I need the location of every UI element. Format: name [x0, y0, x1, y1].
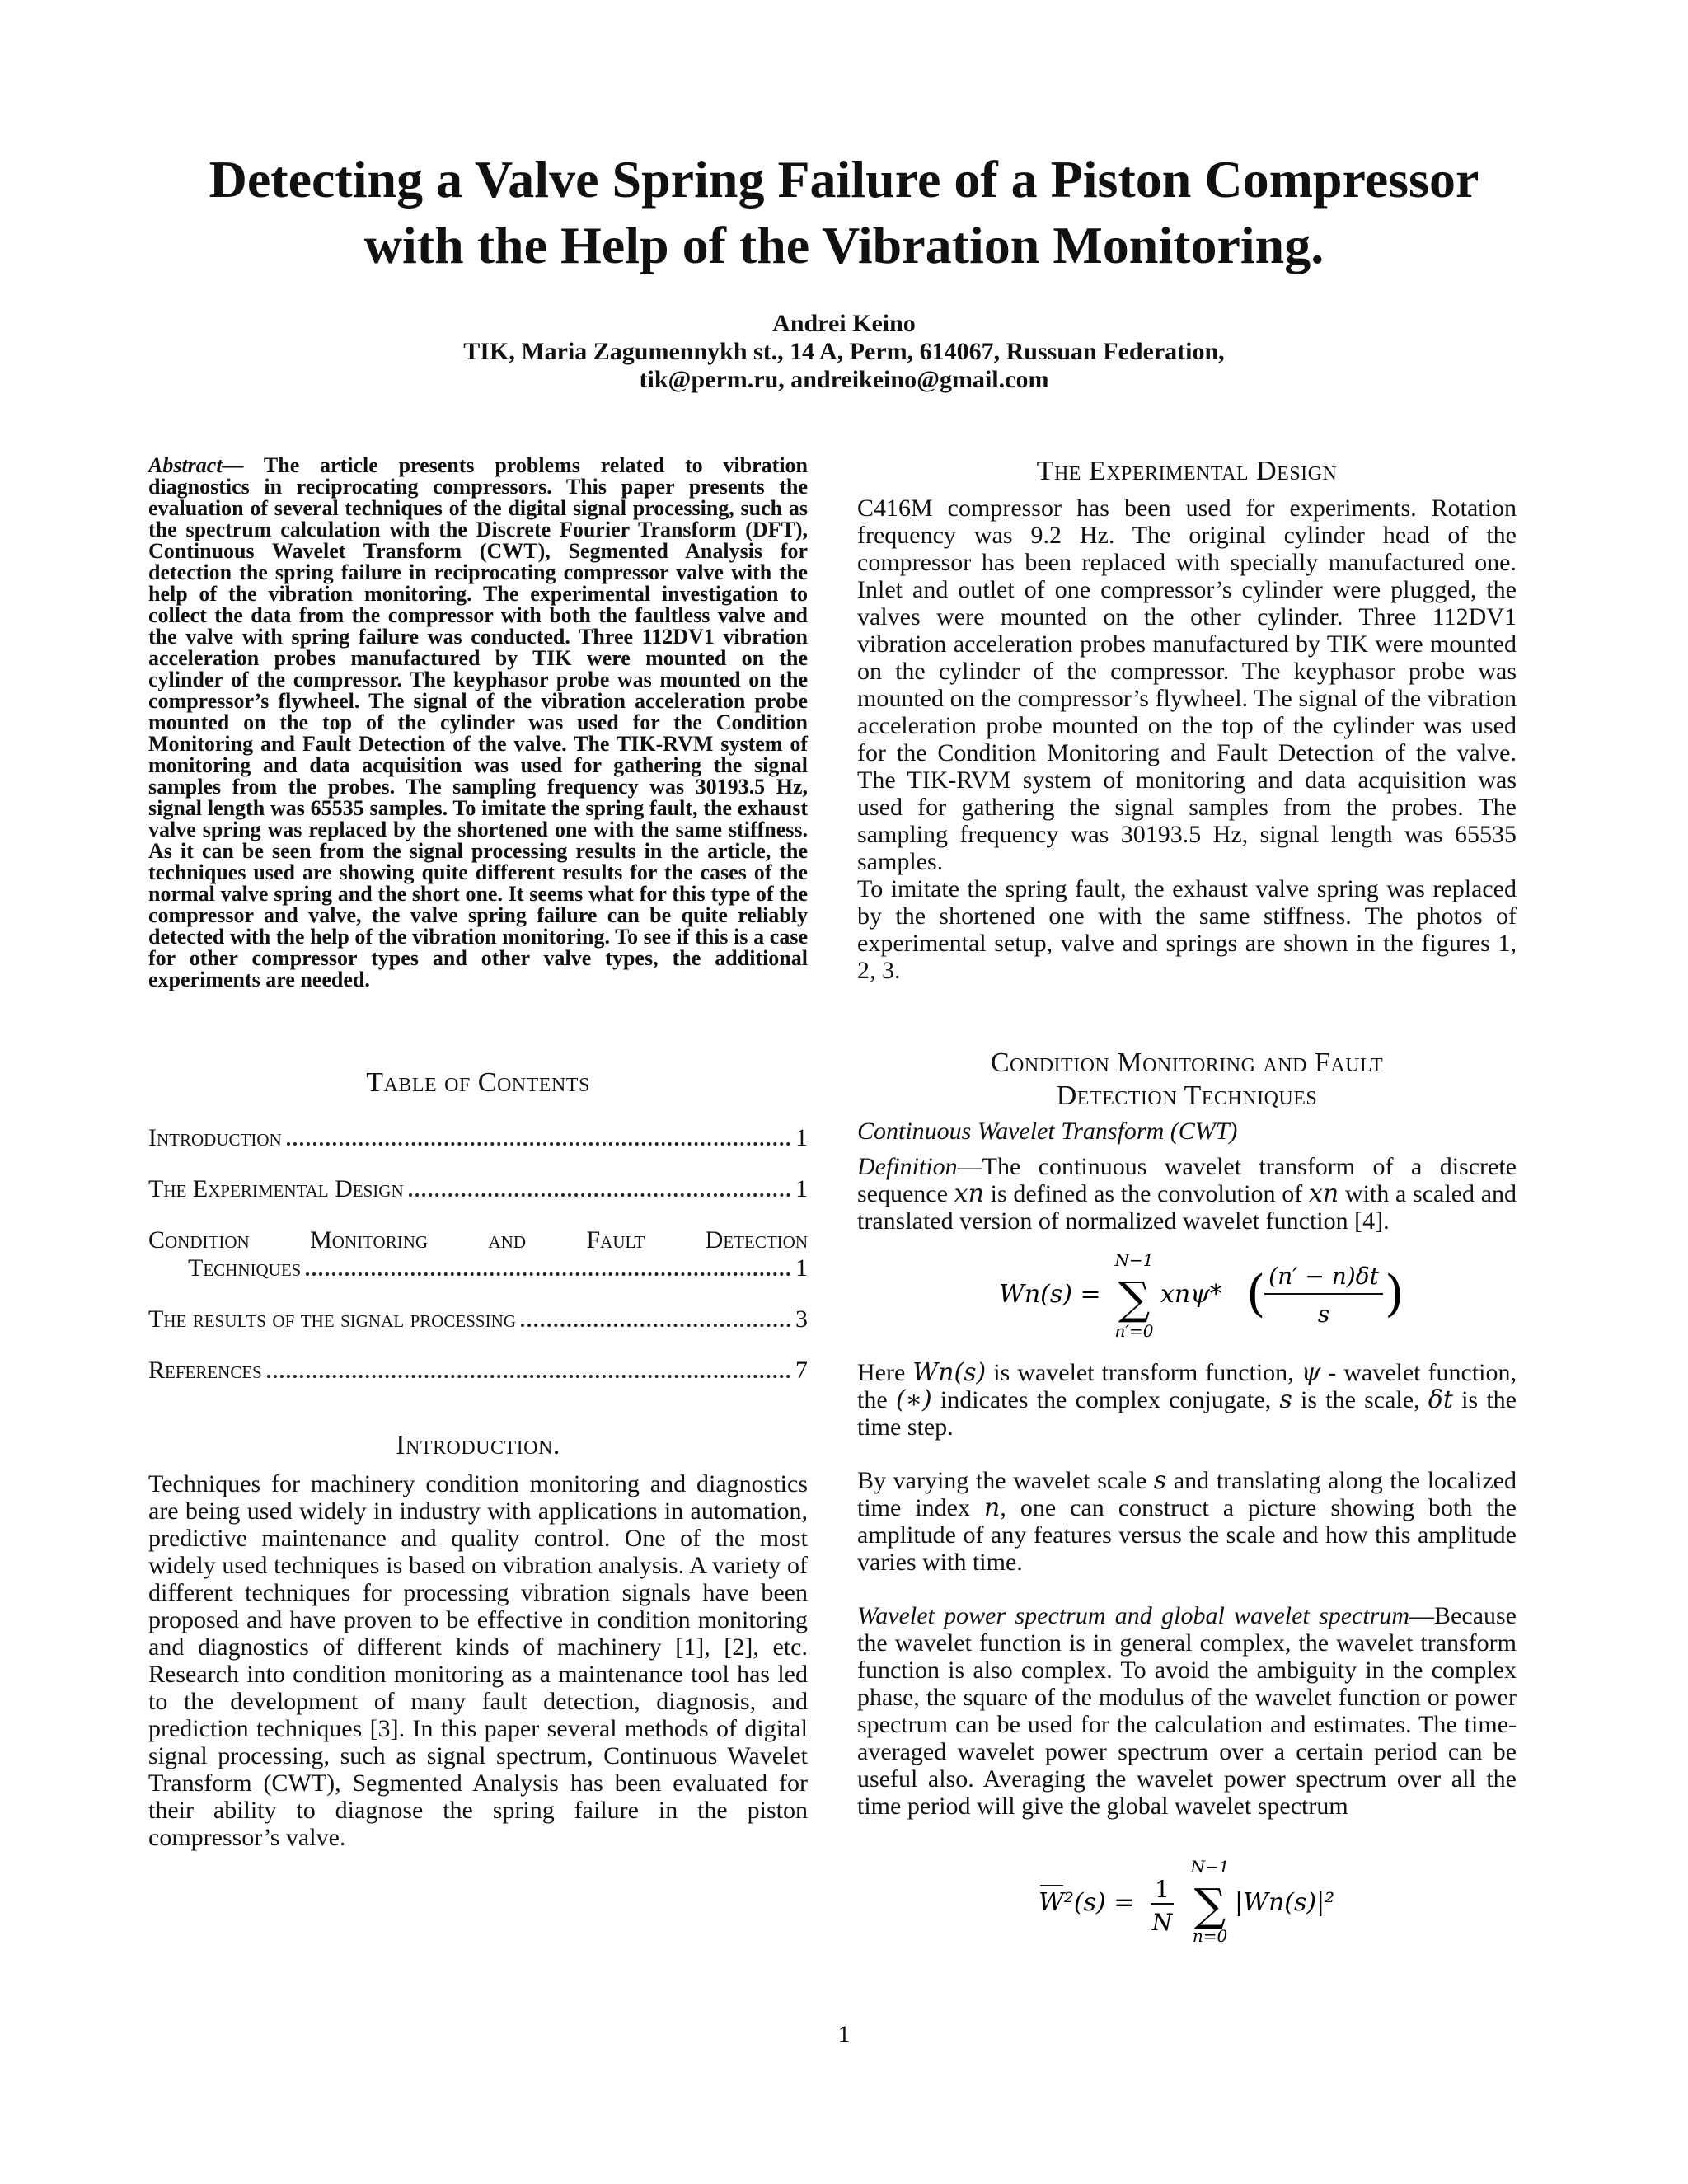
toc-entry-results[interactable] [148, 1305, 808, 1333]
eq1-lhs: Wn(s) = [999, 1280, 1101, 1309]
math-n: n [983, 1493, 1001, 1522]
toc-entry-page: 1 [795, 1254, 808, 1282]
introduction-text: Techniques for machinery condition monitoring and diagnostics are being used widely in industry with applications in automation, predictive maintenance and quality control. One of the most widely used techniques is based on vibration analysis. A variety of different techniques for processing vibration signals have been proposed and have proven to be effective in condition monitoring and diagnostics of different kinds of machinery [1], [2], etc. Research into condition monitoring as a maintenance tool has led to the development of many fault detection, diagnosis, and prediction techniques [3]. In this paper several methods of digital signal processing, such as signal spectrum, Continuous Wavelet Transform (CWT), Segmented Analysis has been evaluated for their ability to diagnose the spring failure in the piston compressor’s valve. [148, 1470, 808, 1851]
eq1-sum-bottom: n′=0 [1114, 1321, 1154, 1341]
paren-right-icon: ) [1385, 1265, 1404, 1323]
toc-entry-references[interactable] [148, 1357, 808, 1385]
definition-text: —The continuous wavelet transform of a discrete sequence [857, 1153, 1517, 1207]
abstract-text: The article presents problems related to vibration diagnostics in reciprocating compressors. This paper presents the evaluation of several techniques of the digital signal processing, such as the spectrum calculation with the Discrete Fourier Transform (DFT), Continuous Wavelet Transform (CWT), Segmented Analysis for detection the spring failure in reciprocating compressor valve with the help of the vibration monitoring. The experimental investigation to collect the data from the compressor with both the faultless valve and the valve with spring failure was conducted. Three 112DV1 vibration acceleration probes manufactured by TIK were mounted on the cylinder of the compressor. The keyphasor probe was mounted on the compressor’s flywheel. The signal of the vibration acceleration probe mounted on the top of the cylinder was used for the Condition Monitoring and Fault Detection of the valve. The TIK-RVM system of monitoring and data acquisition was used for gathering the signal samples from the probes. The sampling frequency was 30193.5 Hz, signal length was 65535 samples. To imitate the spring fault, the exhaust valve spring was replaced by the shortened one with the same stiffness. As it can be seen from the signal processing results in the article, the techniques used are showing quite different results for the cases of the normal valve spring and the short one. It seems what for this type of the compressor and valve, the valve spring failure can be quite reliably detected with the help of the vibration monitoring. To see if this is a case for other compressor types and other valve types, the additional experiments are needed. [148, 453, 808, 991]
definition-lead: Definition [857, 1153, 958, 1180]
experimental-paragraph-1: C416M compressor has been used for experiments. Rotation frequency was 9.2 Hz. The original cylinder head of the compressor has been replaced with specially manufactured one. Inlet and outlet of one compressor’s cylinder were plugged, the valves were mounted on the other cylinder. Three 112DV1 vibration acceleration probes manufactured by TIK were mounted on the cylinder of the compressor. The keyphasor probe was mounted on the compressor’s flywheel. The signal of the vibration acceleration probe mounted on the top of the cylinder was used for the Condition Monitoring and Fault Detection of the valve. The TIK-RVM system of monitoring and data acquisition was used for gathering the signal samples from the probes. The sampling frequency was 30193.5 Hz, signal length was 65535 samples. [857, 494, 1517, 875]
power-spectrum-paragraph [857, 1602, 1517, 1820]
toc-entry-page: 3 [795, 1305, 808, 1333]
table-of-contents [148, 1124, 808, 1385]
toc-entry-experimental-design[interactable] [148, 1175, 808, 1203]
math-wn-s: Wn(s) [912, 1358, 987, 1387]
paper-title [124, 147, 1564, 279]
math-star: (∗) [895, 1385, 932, 1414]
eq2-sum-bottom: n=0 [1192, 1926, 1228, 1946]
here-text: Here [857, 1359, 913, 1386]
condition-heading-line-2: Detection Techniques [1056, 1080, 1318, 1111]
title-line-1: Detecting a Valve Spring Failure of a Piston Compressor [209, 150, 1479, 209]
here-text: is wavelet transform function, [986, 1359, 1301, 1386]
eq1-den: s [1317, 1301, 1330, 1328]
toc-leader [267, 1375, 790, 1378]
toc-entry-title: Introduction [148, 1124, 282, 1151]
here-paragraph [857, 1359, 1517, 1441]
toc-entry-title: The Experimental Design [148, 1175, 404, 1202]
abstract-lead: Abstract— [148, 453, 244, 477]
author-block [124, 310, 1564, 394]
math-xn: xn [954, 1179, 984, 1208]
eq2-frac-num: 1 [1155, 1876, 1170, 1903]
sigma-icon: ∑ [1193, 1879, 1226, 1931]
here-text: - wavelet function, the [857, 1359, 1517, 1413]
experimental-heading: The Experimental Design [1036, 456, 1338, 486]
eq2-term: |Wn(s)|² [1235, 1888, 1335, 1917]
eq2-frac-den: N [1151, 1909, 1173, 1936]
sigma-icon: ∑ [1118, 1272, 1151, 1324]
equation-cwt-svg [857, 1249, 1517, 1340]
equation-cwt [857, 1249, 1517, 1344]
left-column [148, 455, 808, 1851]
vary-text: By varying the wavelet scale [857, 1467, 1154, 1494]
cwt-definition [857, 1153, 1517, 1235]
vary-text: and translating along the localized time index [857, 1467, 1517, 1521]
toc-leader [409, 1193, 790, 1197]
eq1-sum-top: N−1 [1114, 1250, 1154, 1270]
toc-entry-title-a: Condition Monitoring and Fault Detection [148, 1226, 808, 1254]
here-text: is the time step. [857, 1386, 1517, 1441]
toc-leader [306, 1272, 790, 1276]
title-line-2: with the Help of the Vibration Monitoring. [363, 216, 1325, 274]
abstract [148, 455, 808, 991]
power-lead: Wavelet power spectrum and global wavelet spectrum [857, 1602, 1410, 1629]
eq1-term: xnψ* [1160, 1280, 1222, 1309]
paren-left-icon: ( [1246, 1265, 1266, 1323]
eq2-sum-top: N−1 [1190, 1857, 1230, 1877]
condition-heading-line-1: Condition Monitoring and Fault [990, 1047, 1384, 1078]
toc-entry-title-b: Techniques [188, 1254, 302, 1282]
math-s: s [1153, 1466, 1167, 1495]
here-text: is the scale, [1292, 1386, 1428, 1413]
cwt-subheading: Continuous Wavelet Transform (CWT) [857, 1118, 1238, 1145]
toc-leader [287, 1142, 790, 1146]
author-name: Andrei Keino [772, 310, 916, 337]
definition-text: is defined as the convolution of [983, 1180, 1309, 1207]
math-delta-t: δt [1428, 1385, 1453, 1414]
condition-heading [857, 1047, 1517, 1113]
vary-paragraph [857, 1467, 1517, 1576]
math-xn: xn [1308, 1179, 1339, 1208]
definition-text: with a scaled and translated version of normalized wavelet function [4]. [857, 1180, 1517, 1235]
power-text: —Because the wavelet function is in general complex, the wavelet transform function is also complex. To avoid the ambiguity in the complex phase, the square of the modulus of the wavelet function or power spectrum can be used for the calculation and estimates. The time-averaged wavelet power spectrum over a certain period can be useful also. Averaging the wavelet power spectrum over all the time period will give the global wavelet spectrum [857, 1602, 1517, 1820]
page-number: 1 [837, 2021, 851, 2048]
toc-entry-condition-monitoring[interactable] [148, 1226, 808, 1282]
vary-text: , one can construct a picture showing both the amplitude of any features versus the scale and how this amplitude varies with time. [857, 1494, 1517, 1576]
toc-heading: Table of Contents [366, 1067, 590, 1098]
toc-entry-title: References [148, 1357, 262, 1384]
equation-global-svg [857, 1853, 1517, 1946]
eq1-num: (n′ − n)δt [1268, 1263, 1379, 1290]
right-column [857, 455, 1517, 1947]
toc-entry-page: 1 [795, 1124, 808, 1151]
eq2-lhs: W²(s) = [1039, 1888, 1135, 1917]
math-s: s [1279, 1385, 1292, 1414]
author-affiliation: TIK, Maria Zagumennykh st., 14 A, Perm, 614067, Russuan Federation, [463, 338, 1225, 365]
equation-global-spectrum [857, 1853, 1517, 1947]
author-emails: tik@perm.ru, andreikeino@gmail.com [639, 366, 1049, 393]
introduction-heading: Introduction. [396, 1430, 560, 1460]
experimental-paragraph-2: To imitate the spring fault, the exhaust valve spring was replaced by the shortened one with the same stiffness. The photos of experimental setup, valve and springs are shown in the figures 1, 2, 3. [857, 875, 1517, 984]
toc-entry-page: 1 [795, 1175, 808, 1202]
toc-entry-introduction[interactable] [148, 1124, 808, 1152]
here-text: indicates the complex conjugate, [931, 1386, 1280, 1413]
math-psi: ψ [1301, 1358, 1321, 1387]
toc-leader [521, 1324, 790, 1327]
toc-entry-title: The results of the signal processing [148, 1305, 516, 1333]
toc-entry-page: 7 [795, 1357, 808, 1384]
